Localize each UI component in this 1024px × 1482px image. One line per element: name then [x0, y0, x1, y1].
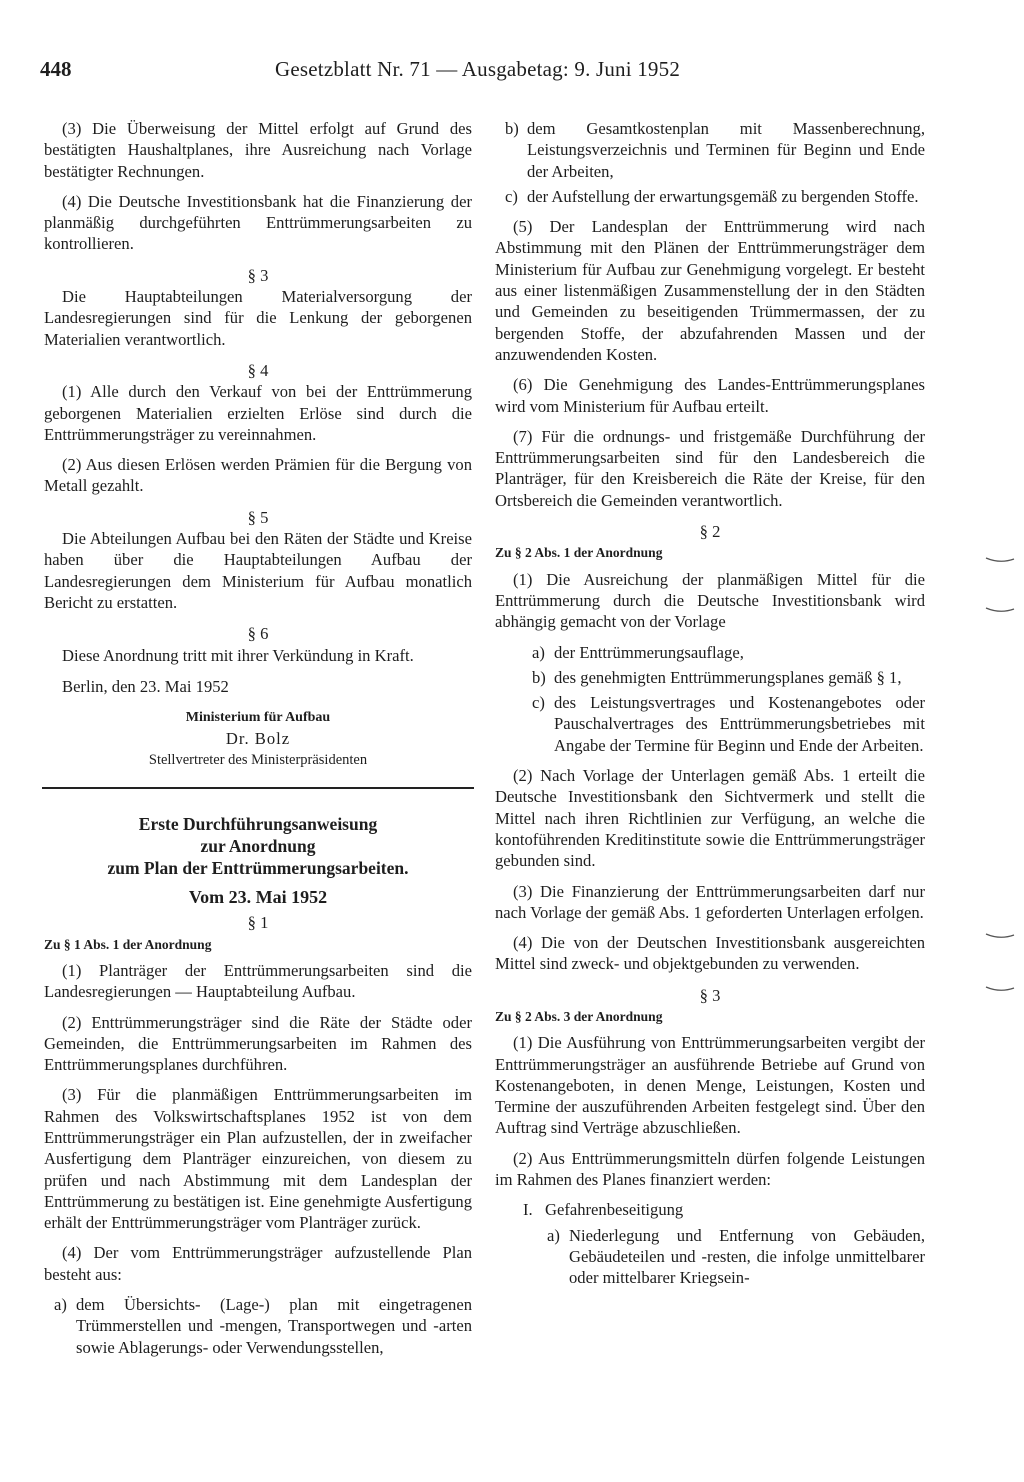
subheading: Zu § 1 Abs. 1 der Anordnung — [44, 936, 212, 952]
paragraph: (4) Die von der Deutschen Investitionsbank ausgereichten Mittel sind zweck- und objektgebunden zu verwenden. — [495, 933, 925, 974]
paragraph: (1) Die Ausführung von Enttrümmerungsarbeiten vergibt der Enttrümmerungsträger an ausführende Betriebe auf Grund von Kostenangeboten, in denen Menge, Leistungen, Kosten und Termine der auszuführenden Arbeiten festgelegt sind. Über den Auftrag sind Verträge abzuschließen. — [495, 1033, 925, 1138]
paragraph: (3) Die Finanzierung der Enttrümmerungsarbeiten darf nur nach Vorlage der gemäß Abs. 1 geforderten Unterlagen erfolgen. — [495, 881, 925, 922]
list-label: c) — [532, 693, 545, 713]
list-item — [495, 1199, 925, 1220]
list-item — [495, 186, 925, 207]
list-text: des Leistungsvertrages und Kostenangebotes oder Pauschalvertrages des Enttrümmerungsbetriebes mit Angabe der Termine für Beginn und Ende der Arbeiten. — [554, 693, 925, 755]
section-heading: § 5 — [247, 507, 269, 527]
section-heading: § 2 — [699, 522, 721, 542]
list-text: der Aufstellung der erwartungsgemäß zu bergenden Stoffe. — [527, 186, 919, 206]
signer-role: Stellvertreter des Ministerpräsidenten — [148, 751, 368, 768]
paragraph: (4) Der vom Enttrümmerungsträger aufzustellende Plan besteht aus: — [44, 1243, 472, 1284]
document-title-line-3: zum Plan der Enttrümmerungsarbeiten. — [107, 858, 409, 879]
list-item — [495, 1225, 925, 1289]
list-text: Niederlegung und Entfernung von Gebäuden, Gebäudeteilen und -resten, die infolge unmittelbarer oder mittelbarer Kriegsein- — [569, 1225, 925, 1288]
page-number: 448 — [40, 57, 72, 81]
paragraph: (1) Planträger der Enttrümmerungsarbeiten sind die Landesregierungen — Hauptabteilung Aufbau. — [44, 960, 472, 1002]
section-heading: § 3 — [699, 985, 721, 1005]
list-item — [495, 667, 925, 688]
list-item — [495, 118, 925, 182]
document-title-line-2: zur Anordnung — [200, 836, 316, 857]
list-text: dem Übersichts- (Lage-) plan mit eingetragenen Trümmerstellen und -mengen, Transportwegen und -arten sowie Ablagerungs- oder Verwendungsstellen, — [76, 1295, 472, 1357]
list-text: dem Gesamtkostenplan mit Massenberechnung, Leistungsverzeichnis und Terminen für Beginn und Ende der Arbeiten, — [527, 119, 925, 181]
paragraph: (2) Nach Vorlage der Unterlagen gemäß Abs. 1 erteilt die Deutsche Investitionsbank den Sichtvermerk und stellt die Mittel nach ihren Richtlinien zur Verfügung, an welche die kontoführenden Kreditinstitute sowie die Enttrümmerungsträger gebunden sind. — [495, 766, 925, 871]
list-text: Gefahrenbeseitigung — [545, 1200, 684, 1220]
list-text: des genehmigten Enttrümmerungsplanes gemäß § 1, — [554, 667, 902, 687]
margin-mark-icon — [985, 985, 1015, 993]
list-label: a) — [547, 1225, 560, 1245]
paragraph: Die Hauptabteilungen Materialversorgung der Landesregierungen sind für die Lenkung der geborgenen Materialien verantwortlich. — [44, 287, 472, 349]
paragraph: (2) Enttrümmerungsträger sind die Räte der Städte oder Gemeinden, die Enttrümmerungsarbeiten im Rahmen des Enttrümmerungsplanes durchführen. — [44, 1012, 472, 1075]
paragraph: (1) Alle durch den Verkauf von bei der Enttrümmerung geborgenen Materialien erzielten Erlöse sind durch die Enttrümmerungsträger zu vereinnahmen. — [44, 382, 472, 444]
margin-mark-icon — [985, 556, 1015, 564]
list-label: a) — [54, 1295, 67, 1315]
paragraph: (7) Für die ordnungs- und fristgemäße Durchführung der Enttrümmerungsarbeiten sind für den Landesbereich die Planträger, für den Kreisbereich die Räte der Kreise, für den Ortsbereich die Gemeinden verantwortlich. — [495, 426, 925, 510]
section-heading: § 4 — [247, 360, 269, 380]
signer-name: Dr. Bolz — [225, 729, 291, 749]
paragraph: (3) Die Überweisung der Mittel erfolgt auf Grund des bestätigten Haushaltplanes, ihre Ausreichung nach Vorlage bestätigter Rechnungen. — [44, 119, 472, 181]
list-item — [495, 642, 925, 663]
list-text: der Enttrümmerungsauflage, — [554, 642, 744, 662]
margin-mark-icon — [985, 932, 1015, 940]
paragraph: Die Abteilungen Aufbau bei den Räten der Städte und Kreise haben über die Hauptabteilungen Aufbau der Landesregierungen dem Ministerium für Aufbau monatlich Bericht zu erstatten. — [44, 529, 472, 612]
place-date: Berlin, den 23. Mai 1952 — [62, 676, 229, 696]
list-label: b) — [505, 119, 519, 138]
paragraph: (2) Aus diesen Erlösen werden Prämien für die Bergung von Metall gezahlt. — [44, 455, 472, 496]
section-heading: § 3 — [247, 265, 269, 285]
section-heading: § 6 — [247, 624, 269, 644]
document-date: Vom 23. Mai 1952 — [188, 887, 328, 908]
list-label: c) — [505, 186, 518, 206]
page-header — [40, 57, 980, 87]
list-item — [495, 692, 925, 756]
list-label: I. — [523, 1200, 533, 1220]
right-column — [495, 118, 925, 1293]
paragraph: (4) Die Deutsche Investitionsbank hat die Finanzierung der planmäßig durchgeführten Enttrümmerungsarbeiten zu kontrollieren. — [44, 191, 472, 254]
list-item — [44, 1294, 472, 1358]
left-column — [44, 118, 472, 1362]
section-heading: § 1 — [247, 913, 269, 933]
margin-mark-icon — [985, 606, 1015, 614]
document-title-line-1: Erste Durchführungsanweisung — [138, 814, 378, 835]
paragraph: (5) Der Landesplan der Enttrümmerung wird nach Abstimmung mit den Plänen der Enttrümmerungsträger dem Ministerium für Aufbau zur Genehmigung vorgelegt. Er besteht aus einer listenmäßigen Zusammenstellung der in den Städten und Gemeinden zu beseitigenden Trümmermassen, der zu bergenden Stoffe, der abzufahrenden Massen und der anzuwendenden Kosten. — [495, 217, 925, 364]
list-label: a) — [532, 642, 545, 662]
paragraph: (6) Die Genehmigung des Landes-Enttrümmerungsplanes wird vom Ministerium für Aufbau erteilt. — [495, 375, 925, 416]
divider-rule — [42, 787, 474, 789]
paragraph: (3) Für die planmäßigen Enttrümmerungsarbeiten im Rahmen des Volkswirtschaftsplanes 1952 ist von dem Enttrümmerungsträger ein Plan aufzustellen, der in zweifacher Ausfertigung dem Planträger einzureichen, von diesem zu prüfen und nach Abstimmung mit dem Landesplan der Enttrümmerung zu bestätigen ist. Eine genehmigte Ausfertigung erhält der Enttrümmerungsträger vom Planträger zurück. — [44, 1085, 472, 1233]
subheading: Zu § 2 Abs. 3 der Anordnung — [495, 1008, 663, 1024]
list-label: b) — [532, 667, 546, 687]
paragraph: Diese Anordnung tritt mit ihrer Verkündung in Kraft. — [62, 645, 414, 665]
paragraph: (1) Die Ausreichung der planmäßigen Mittel für die Enttrümmerung durch die Deutsche Investitionsbank wird abhängig gemacht von der Vorlage — [495, 569, 925, 632]
paragraph: (2) Aus Enttrümmerungsmitteln dürfen folgende Leistungen im Rahmen des Planes finanziert werden: — [495, 1148, 925, 1190]
subheading: Zu § 2 Abs. 1 der Anordnung — [495, 545, 663, 561]
ministry-name: Ministerium für Aufbau — [185, 710, 331, 726]
running-head: Gesetzblatt Nr. 71 — Ausgabetag: 9. Juni 1952 — [275, 57, 681, 81]
